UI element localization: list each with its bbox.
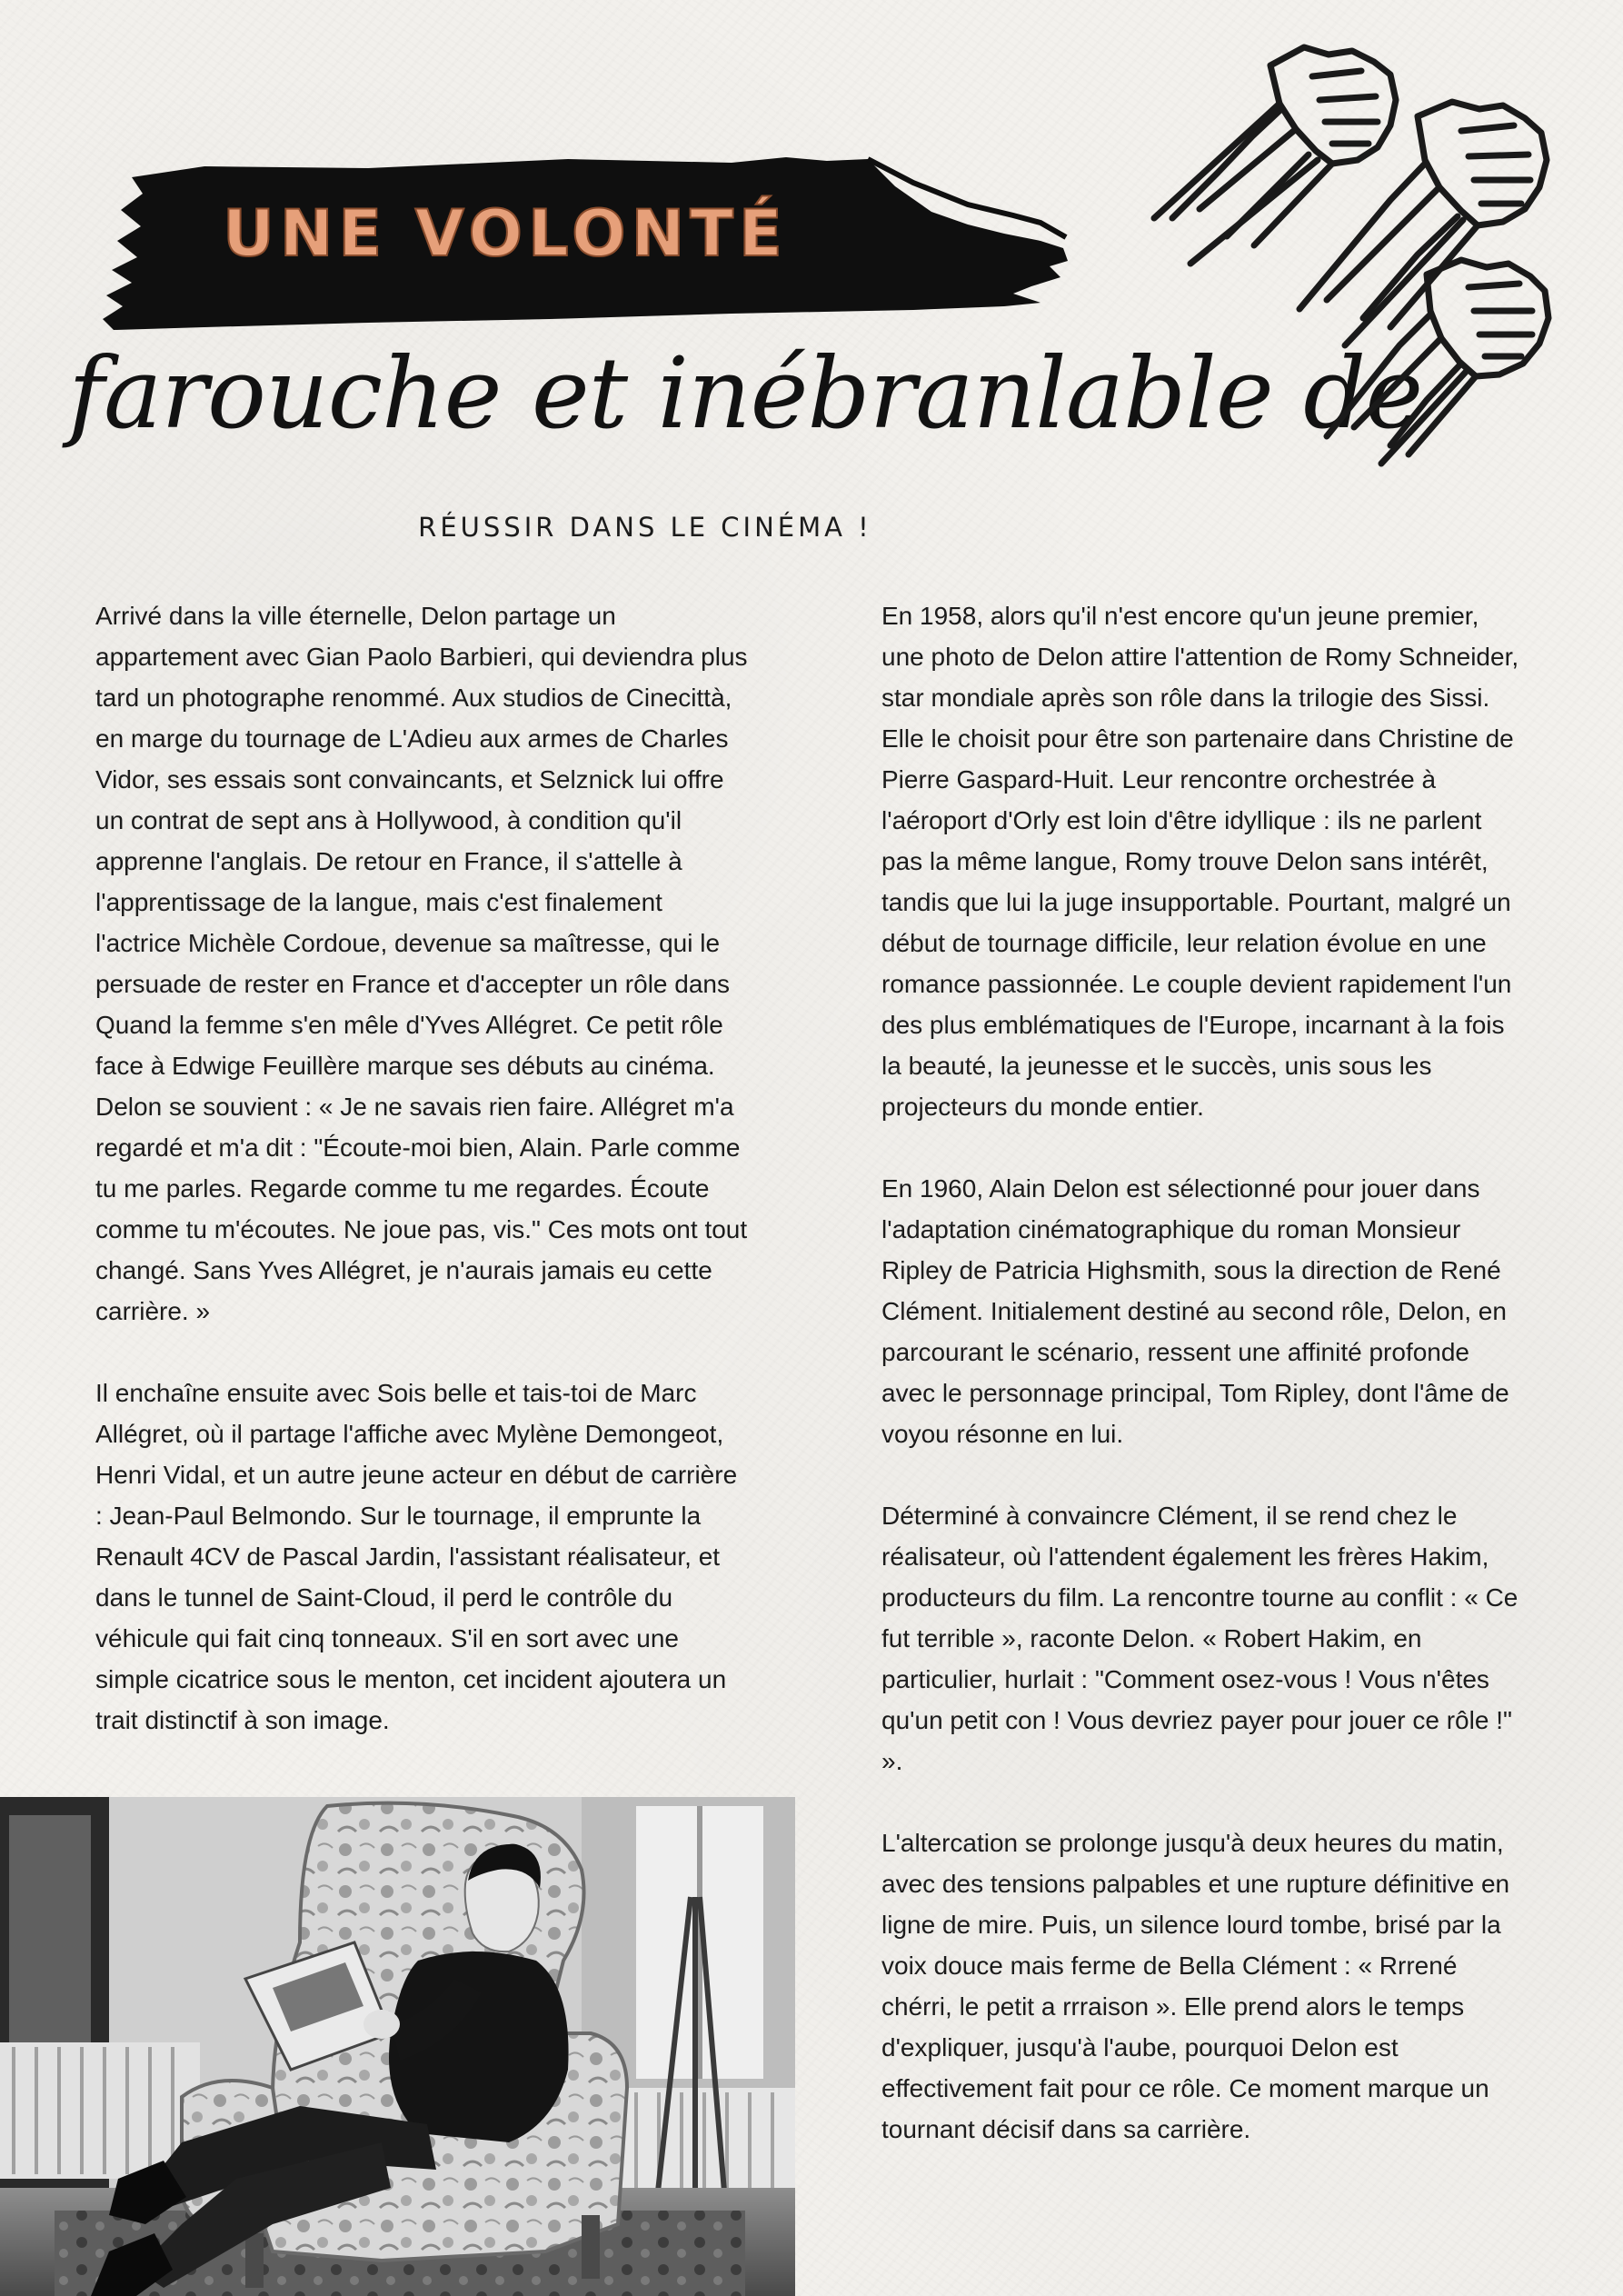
page-subtitle: RÉUSSIR DANS LE CINÉMA ! — [418, 512, 872, 543]
body-paragraph: Il enchaîne ensuite avec Sois belle et tais-toi de Marc Allégret, où il partage l'affiche avec Mylène Demongeot, Henri Vidal, et un autre jeune acteur en début de carrière : Jean-Paul Belmondo. Sur le tournage, il emprunte la Renault 4CV de Pascal Jardin, l'assistant réalisateur, et dans le tunnel de Saint-Cloud, il perd le contrôle du véhicule qui fait cinq tonneaux. S'il en sort avec une simple cicatrice sous le menton, cet incident ajoutera un trait distinctif à son image. — [95, 1379, 738, 1734]
body-paragraph: Déterminé à convaincre Clément, il se rend chez le réalisateur, où l'attendent également les frères Hakim, producteurs du film. La rencontre tourne au conflit : « Ce fut terrible », raconte Delon. « Robert Hakim, en particulier, hurlait : "Comment osez-vous ! Vous n'êtes qu'un petit con ! Vous devriez payer pour jouer ce rôle !" ». — [881, 1502, 1518, 1775]
right-column — [881, 595, 1527, 2191]
left-column — [95, 595, 750, 1782]
raised-fists-icon — [1118, 27, 1590, 473]
photo-man-reading-in-armchair — [0, 1797, 795, 2296]
body-paragraph: En 1960, Alain Delon est sélectionné pour jouer dans l'adaptation cinématographique du roman Monsieur Ripley de Patricia Highsmith, sous la direction de René Clément. Initialement destiné au second rôle, Delon, en parcourant le scénario, ressent une affinité profonde avec le personnage principal, Tom Ripley, dont l'âme de voyou résonne en lui. — [881, 1174, 1509, 1448]
title-kicker: UNE VOLONTÉ — [223, 196, 788, 271]
page-title: farouche et inébranlable de — [68, 337, 1423, 451]
body-paragraph: L'altercation se prolonge jusqu'à deux heures du matin, avec des tensions palpables et une rupture définitive en ligne de mire. Puis, un silence lourd tombe, brisé par la voix douce mais ferme de Bella Clément : « Rrrené chérri, le petit a rrraison ». Elle prend alors le temps d'expliquer, jusqu'à l'aube, pourquoi Delon est effectivement fait pour ce rôle. Ce moment marque un tournant décisif dans sa carrière. — [881, 1829, 1510, 2143]
photo-illustration — [0, 1797, 795, 2296]
body-paragraph: Arrivé dans la ville éternelle, Delon partage un appartement avec Gian Paolo Barbieri, qui deviendra plus tard un photographe renommé. Aux studios de Cinecittà, en marge du tournage de L'Adieu aux armes de Charles Vidor, ses essais sont convaincants, et Selznick lui offre un contrat de sept ans à Hollywood, à condition qu'il apprenne l'anglais. De retour en France, il s'attelle à l'apprentissage de la langue, mais c'est finalement l'actrice Michèle Cordoue, devenue sa maîtresse, qui le persuade de rester en France et d'accepter un rôle dans Quand la femme s'en mêle d'Yves Allégret. Ce petit rôle face à Edwige Feuillère marque ses débuts au cinéma. Delon se souvient : « Je ne savais rien faire. Allégret m'a regardé et m'a dit : "Écoute-moi bien, Alain. Parle comme tu me parles. Regarde comme tu me regardes. Écoute comme tu m'écoutes. Ne joue pas, vis." Ces mots ont tout changé. Sans Yves Allégret, je n'aurais jamais eu cette carrière. » — [95, 602, 748, 1325]
body-paragraph: En 1958, alors qu'il n'est encore qu'un jeune premier, une photo de Delon attire l'attention de Romy Schneider, star mondiale après son rôle dans la trilogie des Sissi. Elle le choisit pour être son partenaire dans Christine de Pierre Gaspard-Huit. Leur rencontre orchestrée à l'aéroport d'Orly est loin d'être idyllique : ils ne parlent pas la même langue, Romy trouve Delon sans intérêt, tandis que lui la juge insupportable. Pourtant, malgré un début de tournage difficile, leur relation évolue en une romance passionnée. Le couple devient rapidement l'un des plus emblématiques de l'Europe, incarnant à la fois la beauté, la jeunesse et le succès, unis sous les projecteurs du monde entier. — [881, 602, 1519, 1121]
